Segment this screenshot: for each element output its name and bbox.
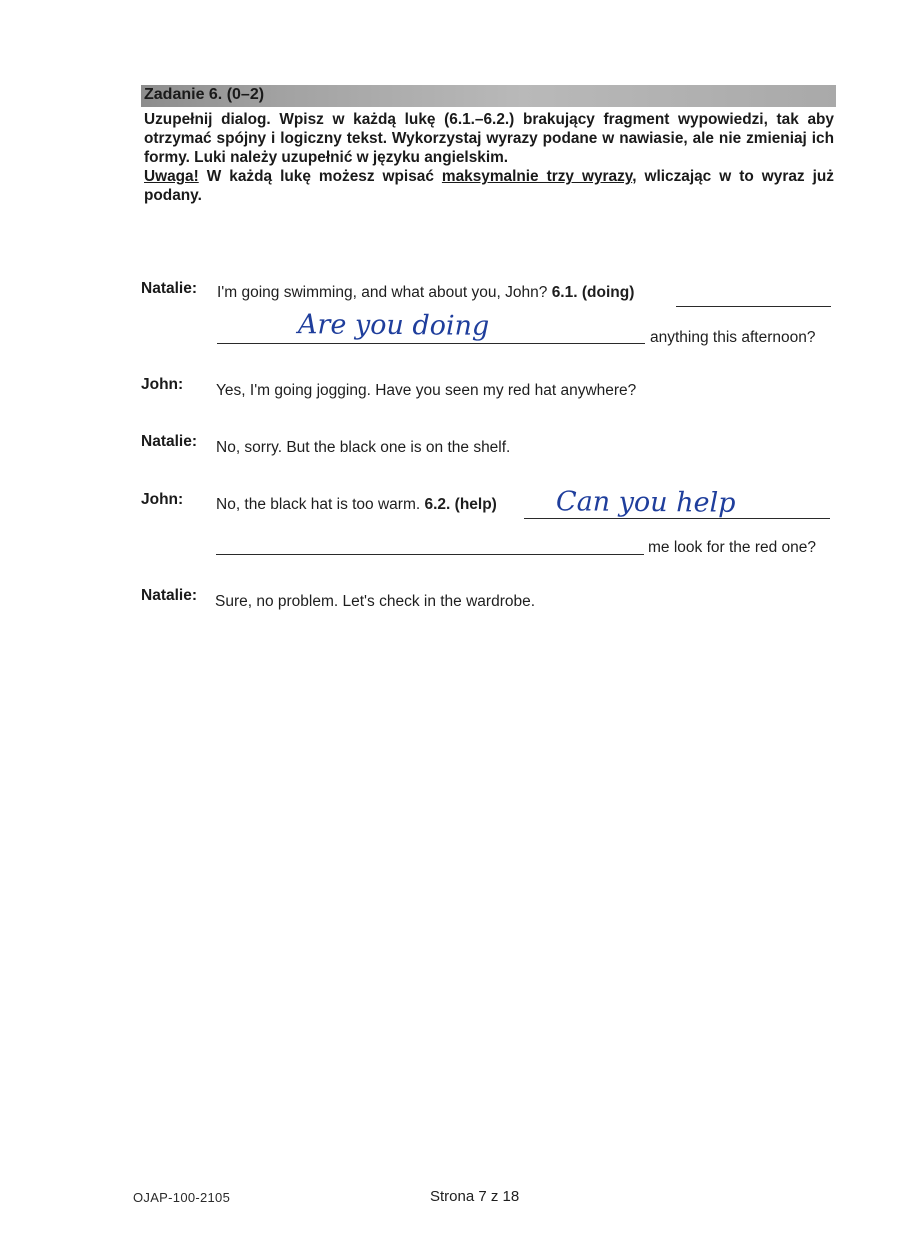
dialog-line-1 <box>217 284 634 302</box>
task-title: Zadanie 6. (0–2) <box>144 86 265 103</box>
answer-gap-6-1[interactable] <box>217 343 645 344</box>
dialog-text: I'm going swimming, and what about you, John? <box>217 284 552 301</box>
gap-hint: (help) <box>454 496 497 513</box>
instruction-note <box>144 167 834 205</box>
note-label: Uwaga! <box>144 168 199 185</box>
dialog-line-4 <box>216 496 497 514</box>
handwritten-answer-6-2: Can you help <box>555 486 736 519</box>
answer-gap-6-2[interactable] <box>524 518 830 519</box>
speaker-label: Natalie: <box>141 587 197 604</box>
note-before: W każdą lukę możesz wpisać <box>198 168 442 185</box>
speaker-label: Natalie: <box>141 280 197 297</box>
note-emphasis: maksymalnie trzy wyrazy <box>441 168 633 185</box>
instruction-text: Uzupełnij dialog. Wpisz w każdą lukę (6.1.–6.2.) brakujący fragment wypowiedzi, tak aby otrzymać spójny i logiczny tekst. Wykorzystaj wyrazy podane w nawiasie, ale nie zmieniaj ich formy. Luki należy uzupełnić w języku angielskim. <box>144 111 834 166</box>
dialog-line-3: No, sorry. But the black one is on the shelf. <box>216 439 511 456</box>
gap-hint: (doing) <box>581 284 635 301</box>
handwritten-answer-6-1: Are you doing <box>297 309 490 342</box>
page-number: Strona 7 z 18 <box>430 1188 520 1205</box>
continuation-6-2: me look for the red one? <box>648 539 817 556</box>
dialog-line-5: Sure, no problem. Let's check in the wardrobe. <box>215 593 536 610</box>
speaker-label: John: <box>141 491 184 508</box>
task-instructions <box>144 110 834 205</box>
gap-number: 6.2. <box>424 496 451 513</box>
exam-code: OJAP-100-2105 <box>133 1190 231 1205</box>
speaker-label: Natalie: <box>141 433 197 450</box>
note-after: , wliczając w to wyraz już podany. <box>144 168 834 204</box>
speaker-label: John: <box>141 376 184 393</box>
answer-gap-6-1-start[interactable] <box>676 306 831 307</box>
gap-number: 6.1. <box>551 284 578 301</box>
answer-gap-6-2-continued[interactable] <box>216 554 644 555</box>
dialog-text: No, the black hat is too warm. <box>216 496 425 513</box>
dialog-line-2: Yes, I'm going jogging. Have you seen my red hat anywhere? <box>216 382 637 399</box>
continuation-6-1: anything this afternoon? <box>650 329 816 346</box>
